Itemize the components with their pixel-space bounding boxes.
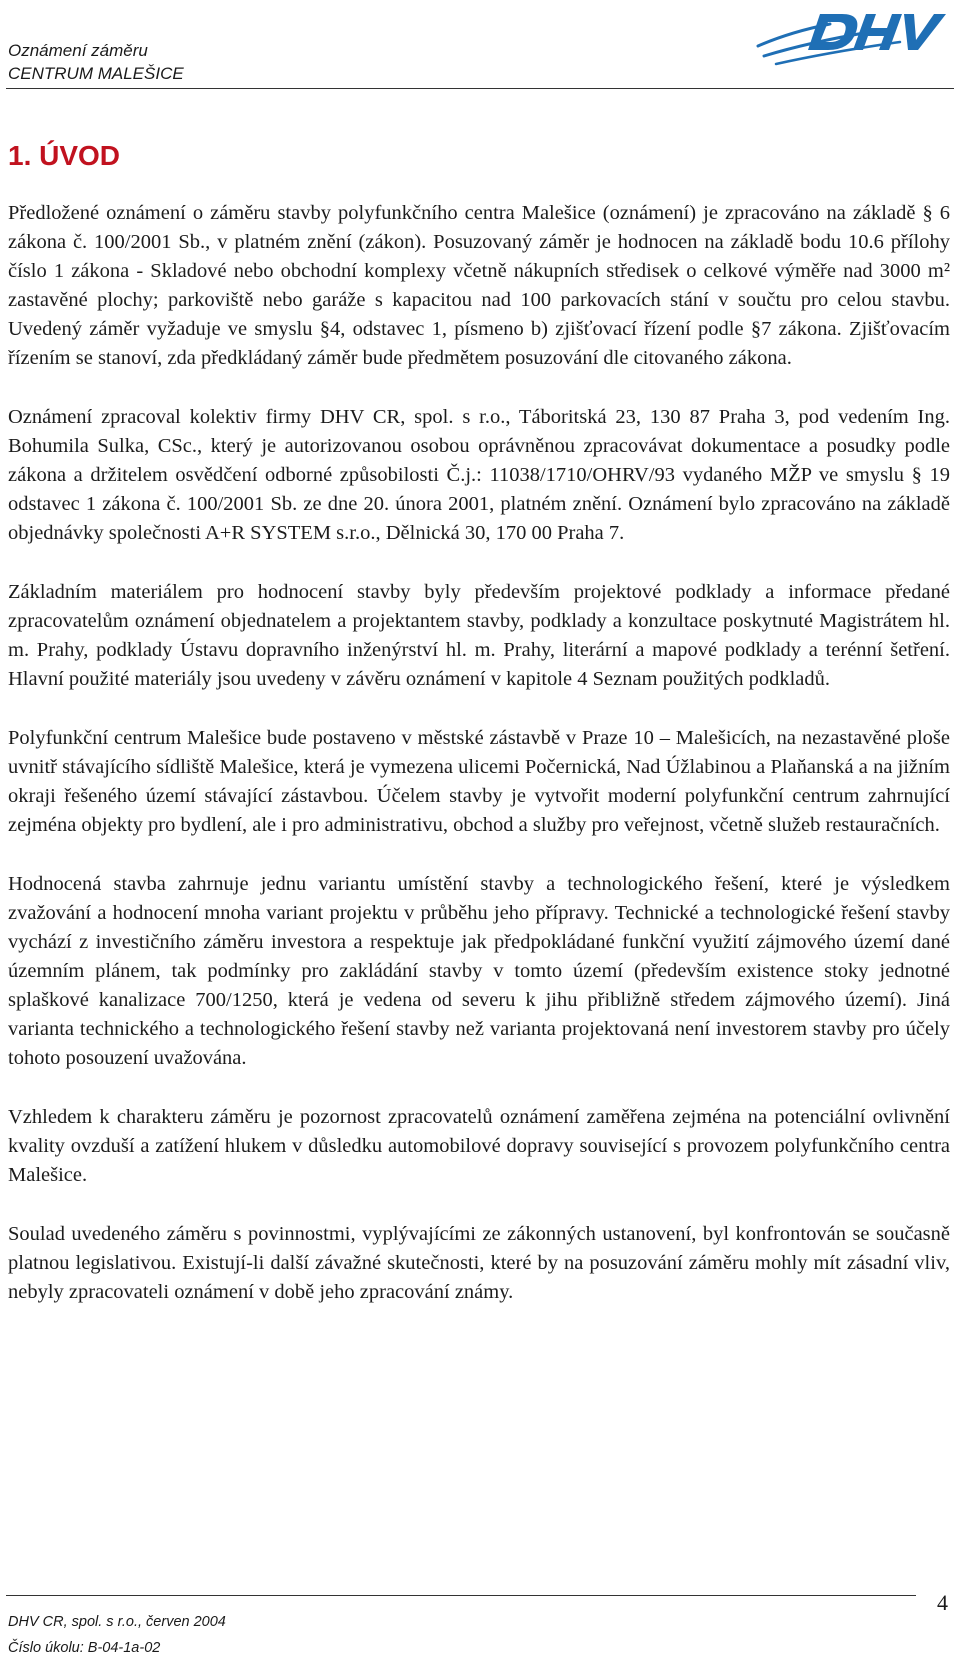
paragraph-authors: Oznámení zpracoval kolektiv firmy DHV CR, spol. s r.o., Táboritská 23, 130 87 Praha 3, pod vedením Ing. Bohumila Sulka, CSc., který je autorizovanou osobou oprávněnou zpracovávat dokumentace a posudky podle zákona a držitelem osvědčení odborné způsobilosti Č.j.: 11038/1710/OHRV/93 vydaného MŽP ve smyslu § 19 odstavec 1 zákona č. 100/2001 Sb. ze dne 20. února 2001, platném znění. Oznámení bylo zpracováno na základě objednávky společnosti A+R SYSTEM s.r.o., Dělnická 30, 170 00 Praha 7.: [8, 406, 950, 544]
paragraph-variants: Hodnocená stavba zahrnuje jednu variantu umístění stavby a technologického řešení, které je výsledkem zvažování a hodnocení mnoha variant projektu v průběhu jeho přípravy. Technické a technologické řešení stavby vychází z investičního záměru investora a respektuje jak předpokládané funkční využití zájmového území dané územním plánem, tak podmínky pro zakládání stavby v tomto území (především existence stoky jednotné splaškové kanalizace 700/1250, která je vedena od severu k jihu přibližně středem zájmového území). Jiná varianta technického a technologického řešení stavby než varianta projektovaná není investorem stavby pro účely tohoto posouzení uvažována.: [8, 873, 950, 1069]
footer-divider: [6, 1595, 916, 1596]
document-body: [8, 199, 950, 1337]
header-divider: [6, 88, 954, 89]
footer-task-number: Číslo úkolu: B-04-1a-02: [8, 1640, 161, 1656]
dhv-logo: [750, 2, 950, 70]
page-number: 4: [937, 1590, 948, 1615]
section-heading: 1. ÚVOD: [8, 140, 121, 171]
paragraph-source-materials: Základním materiálem pro hodnocení stavby byly především projektové podklady a informace předané zpracovatelům oznámení objednatelem a projektantem stavby, podklady a konzultace poskytnuté Magistrátem hl. m. Prahy, podklady Ústavu dopravního inženýrství hl. m. Prahy, literární a mapové podklady a terénní šetření. Hlavní použité materiály jsou uvedeny v závěru oznámení v kapitole 4 Seznam použitých podkladů.: [8, 581, 950, 690]
header-project-name: CENTRUM MALEŠICE: [8, 64, 184, 83]
paragraph-introduction: Předložené oznámení o záměru stavby polyfunkčního centra Malešice (oznámení) je zpracováno na základě § 6 zákona č. 100/2001 Sb., v platném znění (zákon). Posuzovaný záměr je hodnocen na základě bodu 10.6 přílohy číslo 1 zákona - Skladové nebo obchodní komplexy včetně nákupních středisek o celkové výměře nad 3000 m² zastavěné plochy; parkoviště nebo garáže s kapacitou nad 100 parkovacích stání v součtu pro celou stavbu. Uvedený záměr vyžaduje ve smyslu §4, odstavec 1, písmeno b) zjišťovací řízení podle §7 zákona. Zjišťovacím řízením se stanoví, zda předkládaný záměr bude předmětem posuzování dle citovaného zákona.: [8, 202, 950, 369]
header-document-type: Oznámení záměru: [8, 41, 148, 60]
page-header: [0, 0, 960, 92]
paragraph-focus: Vzhledem k charakteru záměru je pozornost zpracovatelů oznámení zaměřena zejména na potenciální ovlivnění kvality ovzduší a zatížení hlukem v důsledku automobilové dopravy související s provozem polyfunkčního centra Malešice.: [8, 1106, 950, 1186]
paragraph-legislation: Soulad uvedeného záměru s povinnostmi, vyplývajícími ze zákonných ustanovení, byl konfrontován se současně platnou legislativou. Existují-li další závažné skutečnosti, které by na posuzování záměru mohly mít zásadní vliv, nebyly zpracovateli oznámení v době jeho zpracování známy.: [8, 1223, 950, 1303]
footer-company-date: DHV CR, spol. s r.o., červen 2004: [8, 1614, 226, 1630]
paragraph-location: Polyfunkční centrum Malešice bude postaveno v městské zástavbě v Praze 10 – Malešicích, na nezastavěné ploše uvnitř stávajícího sídliště Malešice, která je vymezena ulicemi Počernická, Nad Úžlabinou a Plaňanská a na jižním okraji řešeného území stávající zástavbou. Účelem stavby je vytvořit moderní polyfunkční centrum zahrnující zejména objekty pro bydlení, ale i pro administrativu, obchod a služby pro veřejnost, včetně služeb restauračních.: [8, 727, 950, 836]
